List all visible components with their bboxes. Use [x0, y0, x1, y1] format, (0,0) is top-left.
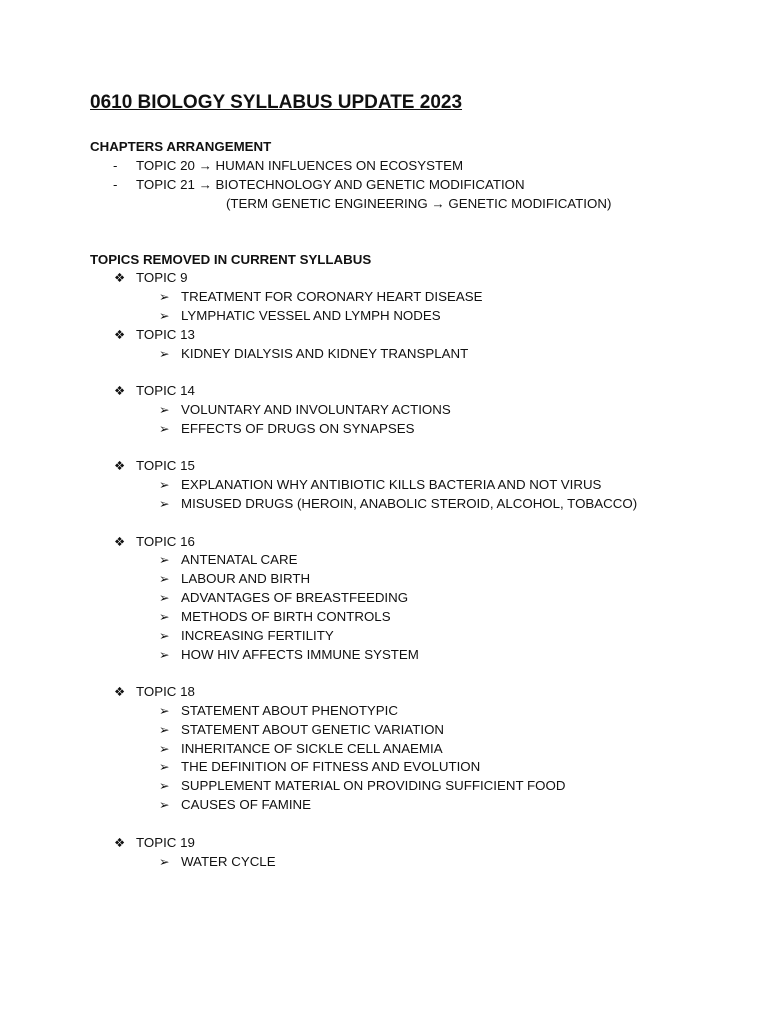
chapters-dash-1: -	[113, 158, 118, 173]
arrow-bullet-icon: ➢	[159, 797, 170, 812]
topic-item: TREATMENT FOR CORONARY HEART DISEASE	[181, 289, 483, 304]
topic-item: SUPPLEMENT MATERIAL ON PROVIDING SUFFICIENT FOOD	[181, 778, 566, 793]
arrow-bullet-icon: ➢	[159, 552, 170, 567]
topic-item: VOLUNTARY AND INVOLUNTARY ACTIONS	[181, 402, 451, 417]
topic-item: INCREASING FERTILITY	[181, 628, 334, 643]
topic-item: LYMPHATIC VESSEL AND LYMPH NODES	[181, 308, 441, 323]
diamond-bullet-icon: ❖	[114, 327, 126, 342]
arrow-bullet-icon: ➢	[159, 496, 170, 511]
arrow-bullet-icon: ➢	[159, 703, 170, 718]
arrow-bullet-icon: ➢	[159, 308, 170, 323]
topic-item: STATEMENT ABOUT PHENOTYPIC	[181, 703, 398, 718]
removed-heading: TOPICS REMOVED IN CURRENT SYLLABUS	[90, 252, 372, 267]
arrow-bullet-icon: ➢	[159, 477, 170, 492]
topic-item: WATER CYCLE	[181, 854, 276, 869]
chapters-item-2: TOPIC 21 → BIOTECHNOLOGY AND GENETIC MODIFICATION	[136, 177, 525, 192]
diamond-bullet-icon: ❖	[114, 458, 126, 473]
arrow-bullet-icon: ➢	[159, 778, 170, 793]
diamond-bullet-icon: ❖	[114, 684, 126, 699]
arrow-bullet-icon: ➢	[159, 289, 170, 304]
arrow-bullet-icon: ➢	[159, 590, 170, 605]
chapters-note: (TERM GENETIC ENGINEERING → GENETIC MODIFICATION)	[226, 196, 612, 211]
diamond-bullet-icon: ❖	[114, 835, 126, 850]
arrow-bullet-icon: ➢	[159, 741, 170, 756]
arrow-bullet-icon: ➢	[159, 421, 170, 436]
topic-item: KIDNEY DIALYSIS AND KIDNEY TRANSPLANT	[181, 346, 469, 361]
diamond-bullet-icon: ❖	[114, 534, 126, 549]
arrow-bullet-icon: ➢	[159, 647, 170, 662]
arrow-bullet-icon: ➢	[159, 759, 170, 774]
topic-item: ANTENATAL CARE	[181, 552, 298, 567]
topic-label: TOPIC 19	[136, 835, 195, 850]
topic-label: TOPIC 14	[136, 383, 195, 398]
topic-label: TOPIC 15	[136, 458, 195, 473]
topic-item: CAUSES OF FAMINE	[181, 797, 312, 812]
arrow-bullet-icon: ➢	[159, 722, 170, 737]
topic-item: ADVANTAGES OF BREASTFEEDING	[181, 590, 409, 605]
topic-item: EFFECTS OF DRUGS ON SYNAPSES	[181, 421, 415, 436]
topic-label: TOPIC 18	[136, 684, 195, 699]
chapters-dash-2: -	[113, 177, 118, 192]
diamond-bullet-icon: ❖	[114, 383, 126, 398]
topic-item: STATEMENT ABOUT GENETIC VARIATION	[181, 722, 445, 737]
page-title: 0610 BIOLOGY SYLLABUS UPDATE 2023	[90, 92, 463, 113]
chapters-heading: CHAPTERS ARRANGEMENT	[90, 139, 272, 154]
arrow-bullet-icon: ➢	[159, 609, 170, 624]
diamond-bullet-icon: ❖	[114, 270, 126, 285]
topic-item: THE DEFINITION OF FITNESS AND EVOLUTION	[181, 759, 481, 774]
topic-item: INHERITANCE OF SICKLE CELL ANAEMIA	[181, 741, 443, 756]
topic-item: EXPLANATION WHY ANTIBIOTIC KILLS BACTERIA AND NOT VIRUS	[181, 477, 602, 492]
arrow-bullet-icon: ➢	[159, 346, 170, 361]
topic-label: TOPIC 9	[136, 270, 188, 285]
arrow-bullet-icon: ➢	[159, 571, 170, 586]
topic-item: LABOUR AND BIRTH	[181, 571, 311, 586]
topic-item: METHODS OF BIRTH CONTROLS	[181, 609, 391, 624]
topic-item: MISUSED DRUGS (HEROIN, ANABOLIC STEROID, ALCOHOL, TOBACCO)	[181, 496, 638, 511]
topic-item: HOW HIV AFFECTS IMMUNE SYSTEM	[181, 647, 419, 662]
topic-label: TOPIC 16	[136, 534, 195, 549]
topic-label: TOPIC 13	[136, 327, 195, 342]
chapters-item-1: TOPIC 20 → HUMAN INFLUENCES ON ECOSYSTEM	[136, 158, 464, 173]
arrow-bullet-icon: ➢	[159, 628, 170, 643]
arrow-bullet-icon: ➢	[159, 402, 170, 417]
arrow-bullet-icon: ➢	[159, 854, 170, 869]
